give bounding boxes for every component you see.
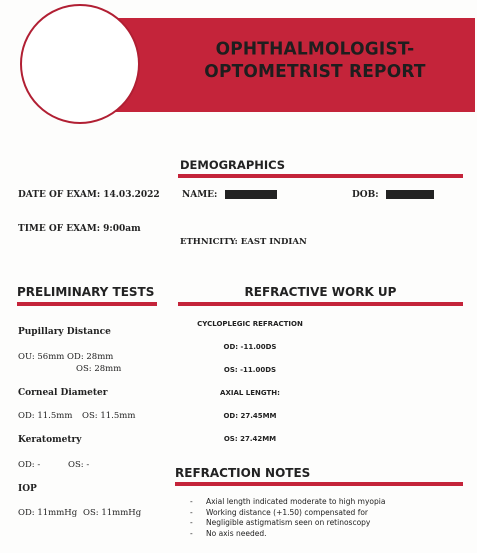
axial-label: AXIAL LENGTH: bbox=[220, 389, 280, 397]
cyclo-od: OD: -11.00DS bbox=[223, 343, 277, 351]
kera-os: OS: - bbox=[68, 460, 90, 470]
name-label: NAME: bbox=[182, 190, 218, 200]
logo-placeholder bbox=[20, 4, 140, 124]
notes-list bbox=[190, 497, 460, 539]
time-of-exam: TIME OF EXAM: 9:00am bbox=[18, 224, 141, 234]
report-title-line2: OPTOMETRIST REPORT bbox=[204, 61, 426, 82]
demographics-heading: DEMOGRAPHICS bbox=[180, 158, 286, 172]
pd-line1: OU: 56mm OD: 28mm bbox=[18, 352, 114, 362]
name-field bbox=[182, 190, 277, 200]
iop-label: IOP bbox=[18, 484, 37, 494]
cd-od: OD: 11.5mm bbox=[18, 411, 73, 421]
kera-label: Keratometry bbox=[18, 435, 82, 445]
refractive-heading: REFRACTIVE WORK UP bbox=[244, 285, 397, 299]
notes-heading: REFRACTION NOTES bbox=[175, 466, 311, 480]
note-item: - No axis needed. bbox=[190, 528, 267, 538]
report-title-line1: OPHTHALMOLOGIST- bbox=[215, 38, 415, 60]
pd-label: Pupillary Distance bbox=[18, 327, 111, 337]
preliminary-divider bbox=[17, 302, 157, 306]
dob-redaction bbox=[386, 190, 434, 199]
kera-od: OD: - bbox=[18, 460, 41, 470]
dob-field bbox=[352, 190, 434, 200]
demographics-divider bbox=[178, 174, 463, 178]
axial-od: OD: 27.45MM bbox=[223, 412, 277, 420]
note-item: - Axial length indicated moderate to high myopia bbox=[190, 497, 386, 506]
pd-line2: OS: 28mm bbox=[76, 364, 122, 374]
ethnicity: ETHNICITY: EAST INDIAN bbox=[180, 237, 307, 247]
axial-os: OS: 27.42MM bbox=[223, 435, 277, 443]
notes-divider bbox=[175, 482, 463, 486]
cd-os: OS: 11.5mm bbox=[82, 411, 136, 421]
date-of-exam: DATE OF EXAM: 14.03.2022 bbox=[18, 190, 160, 200]
cyclo-label: CYCLOPLEGIC REFRACTION bbox=[197, 320, 303, 328]
name-redaction bbox=[225, 190, 277, 199]
cyclo-os: OS: -11.00DS bbox=[223, 366, 277, 374]
report-title bbox=[190, 39, 440, 83]
dob-label: DOB: bbox=[352, 190, 379, 200]
refractive-divider bbox=[178, 302, 463, 306]
note-item: - Negligible astigmatism seen on retinoscopy bbox=[190, 518, 371, 527]
note-item: - Working distance (+1.50) compensated for bbox=[190, 507, 369, 517]
cd-label: Corneal Diameter bbox=[18, 388, 108, 398]
iop-os: OS: 11mmHg bbox=[83, 508, 142, 518]
iop-od: OD: 11mmHg bbox=[18, 508, 78, 518]
preliminary-heading: PRELIMINARY TESTS bbox=[17, 285, 155, 299]
